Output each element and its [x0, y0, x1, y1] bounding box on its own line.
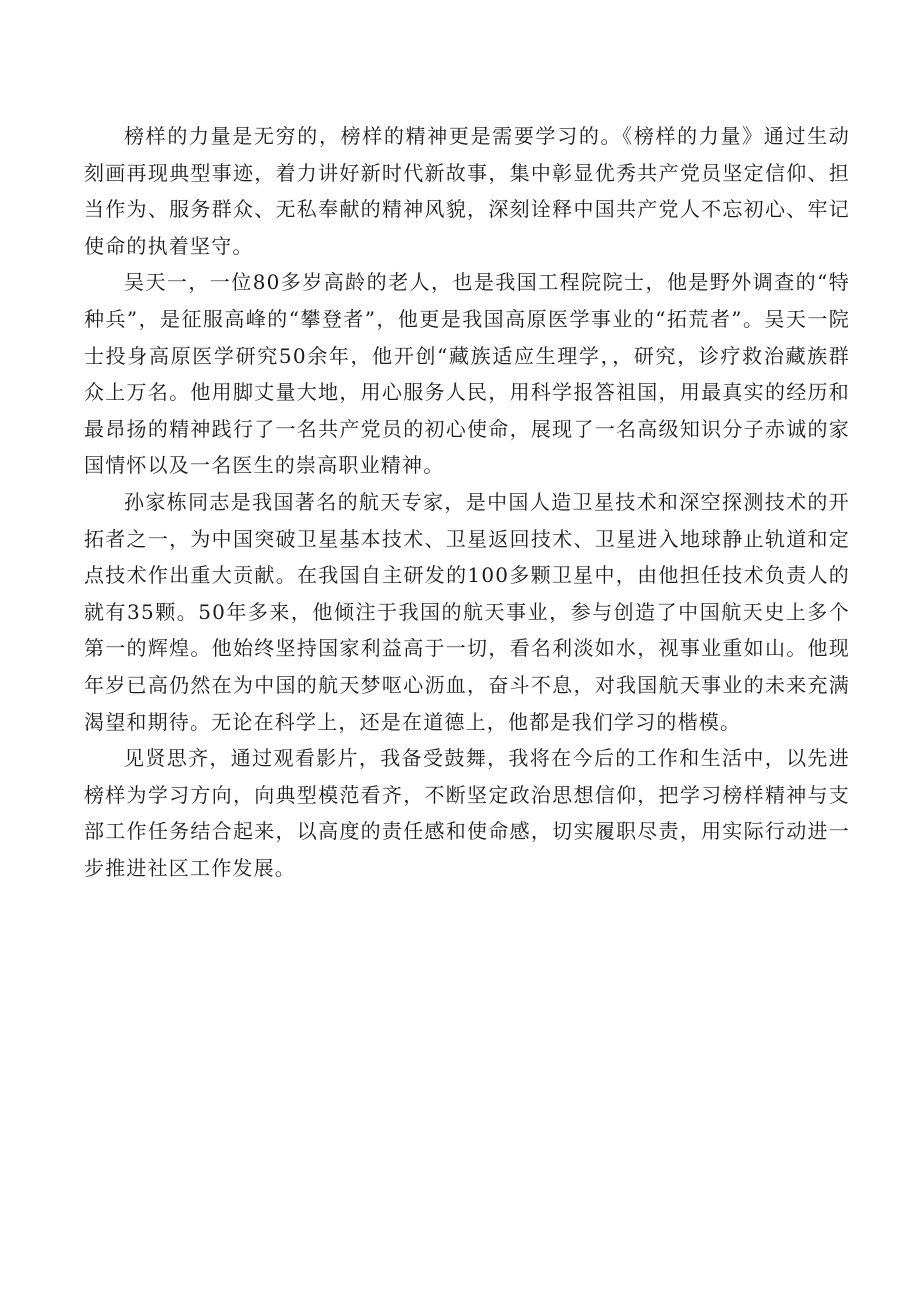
- paragraph-1: 榜样的力量是无穷的，榜样的精神更是需要学习的。《榜样的力量》通过生动刻画再现典型事迹，着力讲好新时代新故事，集中彰显优秀共产党员坚定信仰、担当作为、服务群众、无私奉献的精神风貌，深刻诠释中国共产党人不忘初心、牢记使命的执着坚守。: [84, 124, 850, 258]
- paragraph-3: 孙家栋同志是我国著名的航天专家，是中国人造卫星技术和深空探测技术的开拓者之一，为中国突破卫星基本技术、卫星返回技术、卫星进入地球静止轨道和定点技术作出重大贡献。在我国自主研发的100多颗卫星中，由他担任技术负责人的就有35颗。50年多来，他倾注于我国的航天事业，参与创造了中国航天史上多个第一的辉煌。他始终坚持国家利益高于一切，看名利淡如水，视事业重如山。他现年岁已高仍然在为中国的航天梦呕心沥血，奋斗不息，对我国航天事业的未来充满渴望和期待。无论在科学上，还是在道德上，他都是我们学习的楷模。: [84, 489, 850, 734]
- document-body: [84, 118, 850, 886]
- paragraph-4: 见贤思齐，通过观看影片，我备受鼓舞，我将在今后的工作和生活中，以先进榜样为学习方向，向典型模范看齐，不断坚定政治思想信仰，把学习榜样精神与支部工作任务结合起来，以高度的责任感和使命感，切实履职尽责，用实际行动进一步推进社区工作发展。: [84, 746, 850, 880]
- paragraph-2: 吴天一，一位80多岁高龄的老人，也是我国工程院院士，他是野外调查的“特种兵”，是征服高峰的“攀登者”，他更是我国高原医学事业的“拓荒者”。吴天一院士投身高原医学研究50余年，他开创“藏族适应生理学，，研究，诊疗救治藏族群众上万名。他用脚丈量大地，用心服务人民，用科学报答祖国，用最真实的经历和最昂扬的精神践行了一名共产党员的初心使命，展现了一名高级知识分子赤诚的家国情怀以及一名医生的崇高职业精神。: [84, 270, 850, 478]
